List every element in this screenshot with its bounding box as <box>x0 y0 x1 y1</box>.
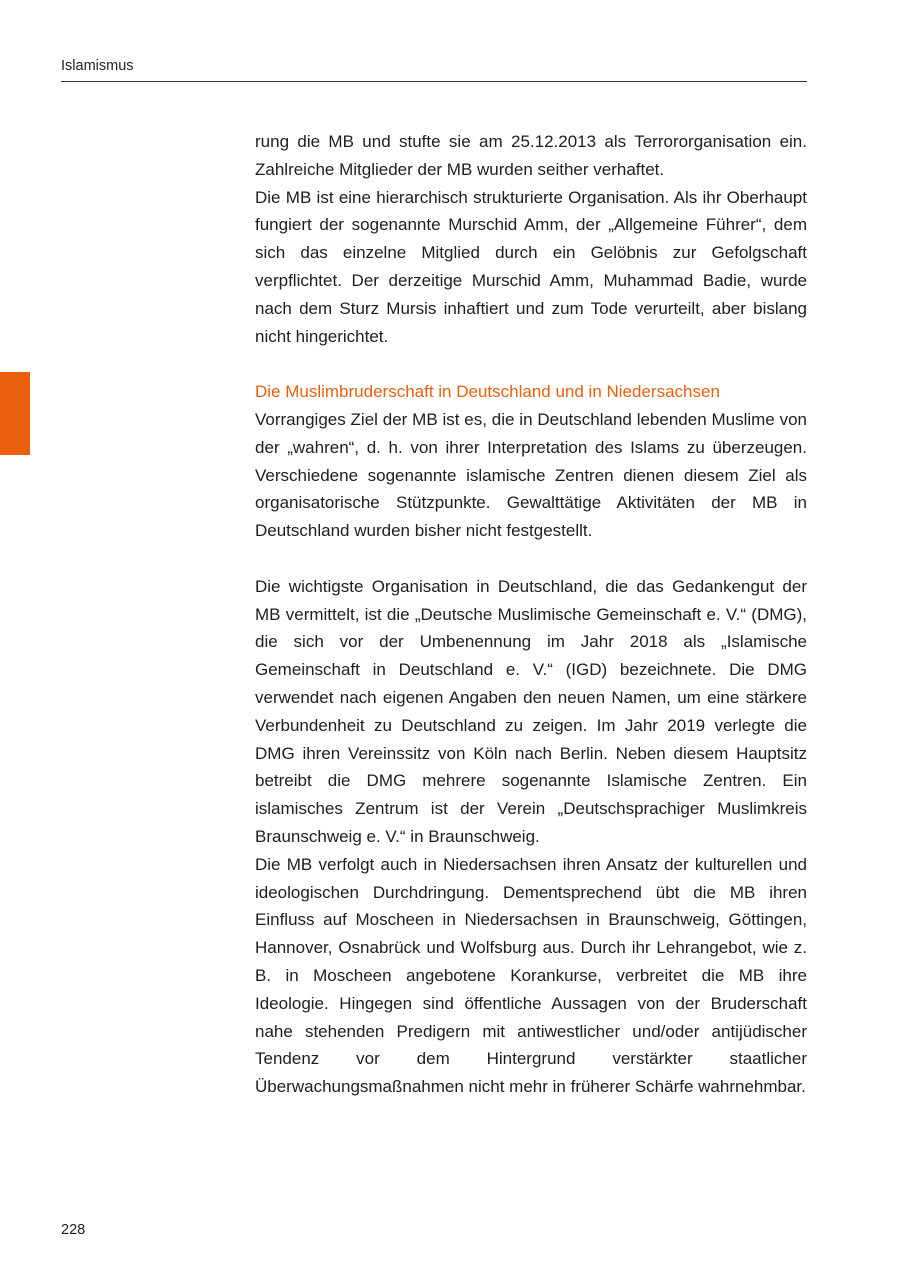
main-text-column <box>255 128 807 1101</box>
paragraph-goals: Vorrangiges Ziel der MB ist es, die in Deutschland lebenden Muslime von der „wahren“, d. h. von ihrer Interpretation des Islams zu überzeugen. Verschiedene sogenannte islamische Zentren dienen diesem Ziel als organisatorische Stützpunkte. Gewalttätige Aktivitäten der MB in Deutschland wurden bisher nicht festgestellt. <box>255 409 807 541</box>
paragraph-continuation: rung die MB und stufte sie am 25.12.2013 als Terrororganisation ein. Zahlreiche Mitglieder der MB wurden seither verhaftet. <box>255 132 807 179</box>
header-rule <box>61 81 807 82</box>
paragraph-dmg: Die wichtigste Organisation in Deutschland, die das Gedankengut der MB vermittelt, ist die „Deutsche Muslimische Gemeinschaft e. V.“ (DMG), die sich vor der Umbenennung im Jahr 2018 als „Islamische Gemeinschaft in Deutschland e. V.“ (IGD) bezeichnete. Die DMG verwendet nach eigenen Angaben den neuen Namen, um eine stärkere Verbundenheit zu Deutschland zu zeigen. Im Jahr 2019 verlegte die DMG ihren Vereinssitz von Köln nach Berlin. Neben diesem Hauptsitz betreibt die DMG mehrere sogenannte Islamische Zentren. Ein islamisches Zentrum ist der Verein „Deutschsprachiger Muslimkreis Braunschweig e. V.“ in Braunschweig. <box>255 576 807 846</box>
paragraph-spacer <box>255 350 807 378</box>
paragraph-hierarchy: Die MB ist eine hierarchisch strukturierte Organisation. Als ihr Oberhaupt fungiert der sogenannte Murschid Amm, der „Allgemeine Führer“, dem sich das einzelne Mitglied durch ein Gelöbnis zur Gefolgschaft verpflichtet. Der derzeitige Murschid Amm, Muhammad Badie, wurde nach dem Sturz Mursis inhaftiert und zum Tode verurteilt, aber bislang nicht hingerichtet. <box>255 187 807 346</box>
section-heading: Die Muslimbruderschaft in Deutschland und in Niedersachsen <box>255 382 720 402</box>
running-title: Islamismus <box>61 58 134 74</box>
paragraph-spacer <box>255 545 807 573</box>
chapter-tab-marker <box>0 372 30 455</box>
page-number: 228 <box>61 1222 86 1238</box>
paragraph-niedersachsen: Die MB verfolgt auch in Niedersachsen ihren Ansatz der kulturellen und ideologischen Durchdringung. Dementsprechend übt die MB ihren Einfluss auf Moscheen in Niedersachsen in Braunschweig, Göttingen, Hannover, Osnabrück und Wolfsburg aus. Durch ihr Lehrangebot, wie z. B. in Moscheen angebotene Korankurse, verbreitet die MB ihre Ideologie. Hingegen sind öffentliche Aussagen von der Bruderschaft nahe stehenden Predigern mit antiwestlicher und/oder antijüdischer Tendenz vor dem Hintergrund verstärkter staatlicher Überwachungsmaßnahmen nicht mehr in früherer Schärfe wahrnehmbar. <box>255 854 807 1097</box>
